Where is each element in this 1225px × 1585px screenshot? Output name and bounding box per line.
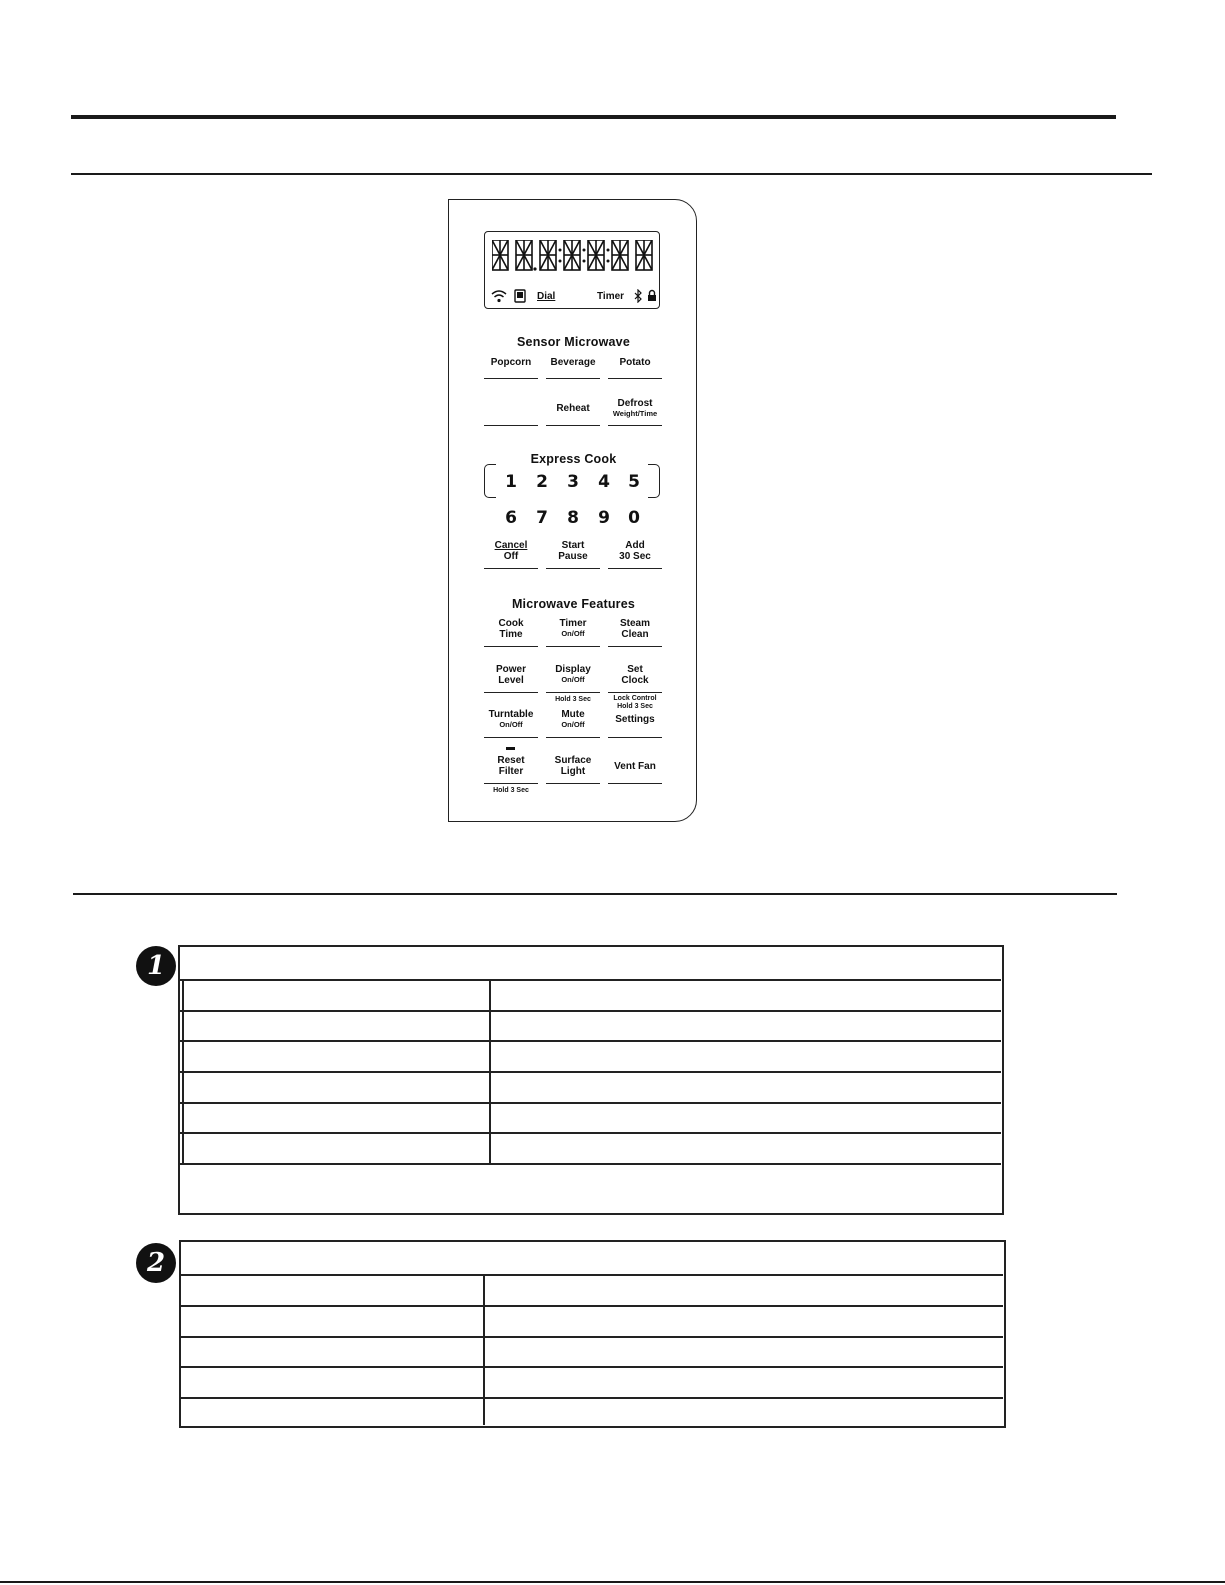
mute-button[interactable]: Mute On/Off <box>546 710 600 738</box>
set-clock-button[interactable]: Set Clock <box>608 665 662 693</box>
display-status-row <box>491 289 657 305</box>
number-key-8[interactable]: 8 <box>567 508 579 528</box>
express-cook-title: Express Cook <box>530 452 617 466</box>
header-rule-thin <box>71 173 1152 175</box>
wifi-icon <box>491 289 507 303</box>
footer-rule <box>0 1581 1225 1583</box>
number-key-0[interactable]: 0 <box>628 508 640 528</box>
table-row <box>180 1040 1001 1042</box>
control-panel <box>448 199 697 822</box>
table-row <box>180 1010 1001 1012</box>
feature-table-2 <box>179 1240 1006 1428</box>
lock-hold-note: Hold 3 Sec <box>617 703 653 710</box>
vent-fan-button[interactable]: Vent Fan <box>608 762 662 784</box>
table-row <box>181 1274 1003 1276</box>
surface-light-button[interactable]: Surface Light <box>546 756 600 784</box>
dial-label: Dial <box>537 291 556 302</box>
turntable-button[interactable]: Turntable On/Off <box>484 710 538 738</box>
beverage-button[interactable]: Beverage <box>546 358 600 379</box>
number-key-9[interactable]: 9 <box>598 508 610 528</box>
display-window <box>484 231 660 309</box>
timer-on-off-button[interactable]: Timer On/Off <box>546 619 600 647</box>
table-column-divider <box>483 1274 485 1425</box>
table-row <box>180 1132 1001 1134</box>
express-key-5[interactable]: 5 <box>628 472 640 492</box>
phone-icon <box>514 289 526 303</box>
lock-control-note: Lock Control <box>613 695 657 702</box>
table-left-inner-border <box>182 979 184 1163</box>
express-bracket-right <box>648 464 660 498</box>
table-column-divider <box>489 979 491 1163</box>
express-key-1[interactable]: 1 <box>505 472 517 492</box>
table-marker-2: 2 <box>136 1243 176 1283</box>
table-marker-1: 1 <box>136 946 176 986</box>
potato-button[interactable]: Potato <box>608 358 662 379</box>
express-key-3[interactable]: 3 <box>567 472 579 492</box>
feature-table-1 <box>178 945 1004 1215</box>
table-row <box>180 1071 1001 1073</box>
cancel-off-button[interactable]: Cancel Off <box>484 541 538 569</box>
number-key-7[interactable]: 7 <box>536 508 548 528</box>
timer-label: Timer <box>597 291 625 302</box>
blank-sensor-button[interactable] <box>484 398 538 426</box>
express-key-2[interactable]: 2 <box>536 472 548 492</box>
table-row <box>180 979 1001 981</box>
display-on-off-button[interactable]: Display On/Off <box>546 665 600 693</box>
section-rule <box>73 893 1117 895</box>
reheat-button[interactable]: Reheat <box>546 404 600 426</box>
microwave-features-title: Microwave Features <box>511 597 636 611</box>
table-row <box>180 1102 1001 1104</box>
table-row <box>181 1397 1003 1399</box>
settings-button[interactable]: Settings <box>608 715 662 738</box>
power-level-button[interactable]: Power Level <box>484 665 538 693</box>
table-row <box>180 1163 1001 1165</box>
express-bracket-left <box>484 464 496 498</box>
add-30-sec-button[interactable]: Add 30 Sec <box>608 541 662 569</box>
reset-hold-note: Hold 3 Sec <box>493 787 529 794</box>
defrost-button[interactable]: Defrost Weight/Time <box>608 399 662 426</box>
number-key-6[interactable]: 6 <box>505 508 517 528</box>
header-rule-thick <box>71 115 1116 119</box>
display-digits <box>492 240 656 274</box>
express-key-4[interactable]: 4 <box>598 472 610 492</box>
start-pause-button[interactable]: Start Pause <box>546 541 600 569</box>
table-row <box>181 1336 1003 1338</box>
reset-filter-button[interactable]: Reset Filter <box>484 756 538 784</box>
table-row <box>181 1305 1003 1307</box>
display-hold-note: Hold 3 Sec <box>555 696 591 703</box>
cook-time-button[interactable]: Cook Time <box>484 619 538 647</box>
table-row <box>181 1366 1003 1368</box>
filter-indicator-light <box>506 747 515 750</box>
sensor-microwave-title: Sensor Microwave <box>517 335 630 349</box>
popcorn-button[interactable]: Popcorn <box>484 358 538 379</box>
lock-icon <box>647 289 657 303</box>
steam-clean-button[interactable]: Steam Clean <box>608 619 662 647</box>
bluetooth-icon <box>634 289 642 303</box>
